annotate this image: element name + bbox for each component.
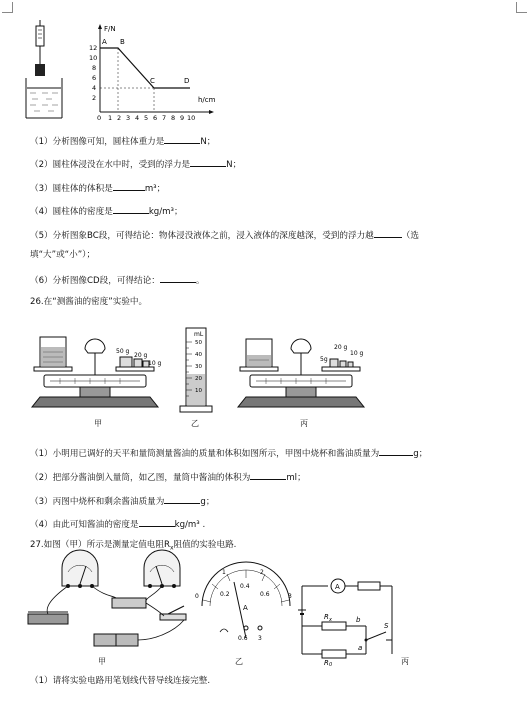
y-tick: 12 (89, 44, 98, 52)
x-tick: 10 (187, 114, 196, 122)
caption-bing: 丙 (300, 419, 308, 428)
dial-tick: 1 (222, 569, 226, 576)
q25-unit: kg/m³； (148, 207, 183, 217)
cylinder-tick: 30 (195, 364, 202, 370)
cylinder-tick: 50 (195, 340, 202, 346)
q26-text: （2）把部分酱油倒入量筒，如乙图，量筒中酱油的体积为 (30, 473, 251, 483)
ammeter-label: A (335, 583, 340, 591)
q25-line-2 (30, 157, 241, 171)
y-tick: 10 (89, 54, 98, 62)
q25-unit: N； (200, 137, 216, 147)
point-label-d: D (184, 77, 190, 85)
answer-blank[interactable] (374, 228, 402, 238)
q25-text: 填“大”或“小”）； (30, 250, 96, 260)
q27-title-subscript: x (169, 544, 174, 552)
q25-text: （6）分析图像CD段，可得结论： (30, 276, 160, 286)
caption-jia: 甲 (94, 419, 102, 428)
weight-label: 50 g (116, 348, 130, 355)
label-rx-sub: x (329, 617, 332, 623)
caption-jia-27: 甲 (98, 657, 106, 666)
y-tick: 6 (92, 74, 97, 82)
figure-circuit-schematic (296, 576, 406, 666)
q25-text: （1）分析图像可知，圆柱体重力是 (30, 137, 165, 147)
answer-blank[interactable] (113, 204, 149, 214)
answer-blank[interactable] (164, 134, 200, 144)
figure-balance-jia (30, 335, 160, 415)
q27-title-end: 阻值的实验电路. (173, 540, 237, 550)
q26-line-2 (30, 470, 306, 484)
dial-tick: 2 (260, 569, 264, 576)
crop-mark-top-left (2, 2, 13, 13)
point-label-a: A (102, 38, 107, 46)
label-rx: R (324, 613, 329, 621)
x-tick: 3 (126, 114, 131, 122)
x-tick: 2 (117, 114, 122, 122)
q26-unit: g； (413, 449, 428, 459)
x-tick: 6 (153, 114, 158, 122)
q25-line-5 (30, 228, 419, 242)
q27-title (30, 540, 236, 554)
y-tick: 4 (92, 84, 97, 92)
answer-blank[interactable] (379, 446, 413, 456)
y-tick: 2 (92, 94, 97, 102)
q25-line-4 (30, 204, 183, 218)
x-axis-label: h/cm (198, 96, 216, 104)
x-tick: 5 (144, 114, 149, 122)
q25-text-tail: （选 (401, 231, 419, 241)
q25-text-tail: 。 (195, 276, 205, 286)
answer-blank[interactable] (160, 273, 196, 283)
cylinder-unit: mL (194, 331, 204, 338)
q25-unit: m³； (144, 184, 166, 194)
x-tick: 8 (171, 114, 176, 122)
weight-label: 10 g (350, 350, 364, 357)
label-r0: R (324, 659, 329, 667)
q26-text: （3）丙图中烧杯和剩余酱油质量为 (30, 497, 165, 507)
dial-tick: 3 (288, 593, 292, 600)
q25-text: （2）圆柱体浸没在水中时，受到的浮力是 (30, 160, 191, 170)
q26-line-4 (30, 517, 205, 531)
answer-blank[interactable] (139, 517, 175, 527)
label-a: a (358, 644, 363, 652)
q25-line-3 (30, 181, 165, 195)
q25-text: （3）圆柱体的体积是 (30, 184, 113, 194)
dial-tick: 0 (195, 593, 199, 600)
weight-label: 20 g (134, 352, 148, 359)
q26-line-3 (30, 494, 214, 508)
x-tick: 9 (180, 114, 185, 122)
x-tick: 1 (108, 114, 113, 122)
y-axis-label: F/N (104, 25, 116, 33)
label-b: b (356, 616, 361, 624)
point-label-c: C (150, 77, 155, 85)
q27-title-text: 27.如图（甲）所示是测量定值电阻R (30, 540, 170, 550)
q25-text: （5）分析图象BC段，可得结论：物体浸没液体之前，浸入液体的深度越深，受到的浮力越 (30, 231, 374, 241)
answer-blank[interactable] (190, 157, 226, 167)
figure-measuring-cylinder (176, 326, 216, 414)
ammeter-symbol: A (243, 604, 248, 612)
terminal-label: 0.6 (238, 635, 248, 642)
q26-unit: kg/m³ . (174, 520, 206, 530)
cylinder-tick: 40 (195, 352, 202, 358)
answer-blank[interactable] (113, 181, 145, 191)
dial-tick: 0.6 (260, 591, 270, 598)
label-r0-sub: 0 (329, 662, 333, 668)
force-curve (100, 48, 190, 88)
answer-blank[interactable] (164, 494, 200, 504)
q26-line-1 (30, 446, 427, 460)
dial-tick: 0.2 (220, 591, 230, 598)
q25-unit: N； (226, 160, 242, 170)
terminal-label: 3 (258, 635, 262, 642)
caption-yi: 乙 (191, 419, 199, 428)
figure-ammeter-dial (194, 566, 294, 646)
weight-label: 10 g (148, 360, 162, 367)
label-s: S (384, 622, 389, 630)
y-tick: 8 (92, 64, 97, 72)
caption-yi-27: 乙 (235, 657, 243, 666)
weight-label: 5g (320, 356, 328, 363)
q25-line-6 (30, 273, 204, 287)
answer-blank[interactable] (250, 470, 286, 480)
q26-unit: ml； (286, 473, 306, 483)
q25-text: （4）圆柱体的密度是 (30, 207, 113, 217)
q25-line-1 (30, 134, 215, 148)
weight-label: 20 g (334, 344, 348, 351)
figure-spring-scale (22, 20, 70, 120)
q25-line-5-cont (30, 250, 95, 261)
figure-circuit-jia (24, 556, 194, 656)
point-label-b: B (120, 38, 125, 46)
dial-tick: 0.4 (240, 583, 250, 590)
caption-bing-27: 丙 (401, 657, 409, 666)
figure-balance-bing (236, 335, 366, 415)
crop-mark-top-right (516, 2, 527, 13)
cylinder-tick: 10 (195, 388, 202, 394)
x-tick: 4 (135, 114, 140, 122)
q26-text: （4）由此可知酱油的密度是 (30, 520, 139, 530)
q27-line-1: （1）请将实验电路用笔划线代替导线连接完整. (30, 676, 211, 686)
cylinder-tick: 20 (195, 376, 202, 382)
q26-title: 26.在“测酱油的密度”实验中。 (30, 297, 148, 307)
x-tick: 7 (162, 114, 167, 122)
x-tick: 0 (97, 114, 102, 122)
figure-force-depth-graph (80, 22, 230, 122)
q26-text: （1）小明用已调好的天平和量筒测量酱油的质量和体积如图所示，甲图中烧杯和酱油质量为 (30, 449, 380, 459)
q26-unit: g； (200, 497, 215, 507)
